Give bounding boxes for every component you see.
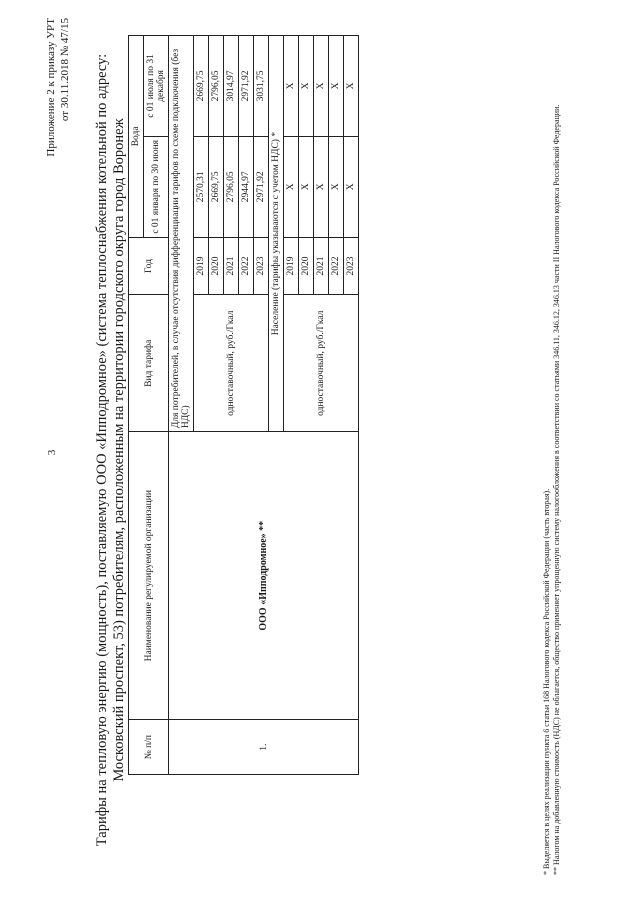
value-cell: 2669,75 (209, 136, 224, 237)
header-tariff-type: Вид тарифа (129, 295, 169, 432)
value-cell: Х (314, 136, 329, 237)
header-num: № п/п (129, 720, 169, 775)
section-heading-1: Для потребителей, в случае отсутствия дифференциации тарифов по схеме подключения (без НДС) (169, 36, 194, 432)
footnote-1: * Выделяется в целях реализации пункта 6 статьи 168 Налогового кодекса Российской Федерации (часть вторая). (542, 488, 551, 875)
header-org-name: Наименование регулируемой организации (129, 432, 169, 720)
tariff-type-1: одноставочный, руб./Гкал (194, 295, 269, 432)
year-cell: 2019 (284, 237, 299, 295)
value-cell: 2796,05 (224, 136, 239, 237)
header-water: Вода (129, 36, 144, 238)
value-cell: 2971,92 (239, 36, 254, 137)
row-number: 1. (169, 720, 359, 775)
org-name: ООО «Ипподромное» ** (169, 432, 359, 720)
value-cell: 2570,31 (194, 136, 209, 237)
year-cell: 2020 (299, 237, 314, 295)
footnotes (542, 25, 562, 875)
year-cell: 2020 (209, 237, 224, 295)
document-title: Тарифы на тепловую энергию (мощность), поставляемую ООО «Ипподромное» (система теплоснабжения котельной по адресу: Московский проспект, 53) потребителям, расположенным на территории городского округа город Воронеж (94, 53, 127, 847)
year-cell: 2021 (314, 237, 329, 295)
year-cell: 2021 (224, 237, 239, 295)
value-cell: Х (329, 36, 344, 137)
tariff-type-2: одноставочный, руб./Гкал (284, 295, 359, 432)
footnote-2: ** Налогом на добавленную стоимость (НДС) не облагается, общество применяет упрощенную систему налогообложения в соответствии со статьями 346.11, 346.12, 346.13 части II Налогового кодекса Российской Федерации. (552, 104, 561, 875)
section-heading-2: Население (тарифы указываются с учетом НДС) * (269, 36, 284, 432)
appendix-line-2: от 30.11.2018 № 47/15 (59, 18, 71, 122)
value-cell: Х (329, 136, 344, 237)
year-cell: 2023 (344, 237, 359, 295)
value-cell: Х (344, 136, 359, 237)
year-cell: 2022 (329, 237, 344, 295)
value-cell: 3014,97 (224, 36, 239, 137)
table-header-row (129, 36, 144, 775)
value-cell: Х (344, 36, 359, 137)
value-cell: Х (284, 36, 299, 137)
page-number: 3 (46, 449, 58, 456)
appendix-reference (44, 18, 72, 278)
tariff-table (128, 35, 359, 775)
year-cell: 2022 (239, 237, 254, 295)
header-year: Год (129, 237, 169, 295)
year-cell: 2023 (254, 237, 269, 295)
value-cell: 2669,75 (194, 36, 209, 137)
value-cell: Х (284, 136, 299, 237)
header-period-1: с 01 января по 30 июня (144, 136, 169, 237)
header-period-2: с 01 июля по 31 декабря (144, 36, 169, 137)
year-cell: 2019 (194, 237, 209, 295)
value-cell: Х (299, 36, 314, 137)
value-cell: 2796,05 (209, 36, 224, 137)
value-cell: 2944,97 (239, 136, 254, 237)
value-cell: 3031,75 (254, 36, 269, 137)
value-cell: 2971,92 (254, 136, 269, 237)
appendix-line-1: Приложение 2 к приказу УРТ (45, 18, 57, 157)
value-cell: Х (314, 36, 329, 137)
value-cell: Х (299, 136, 314, 237)
table-row (169, 36, 194, 775)
